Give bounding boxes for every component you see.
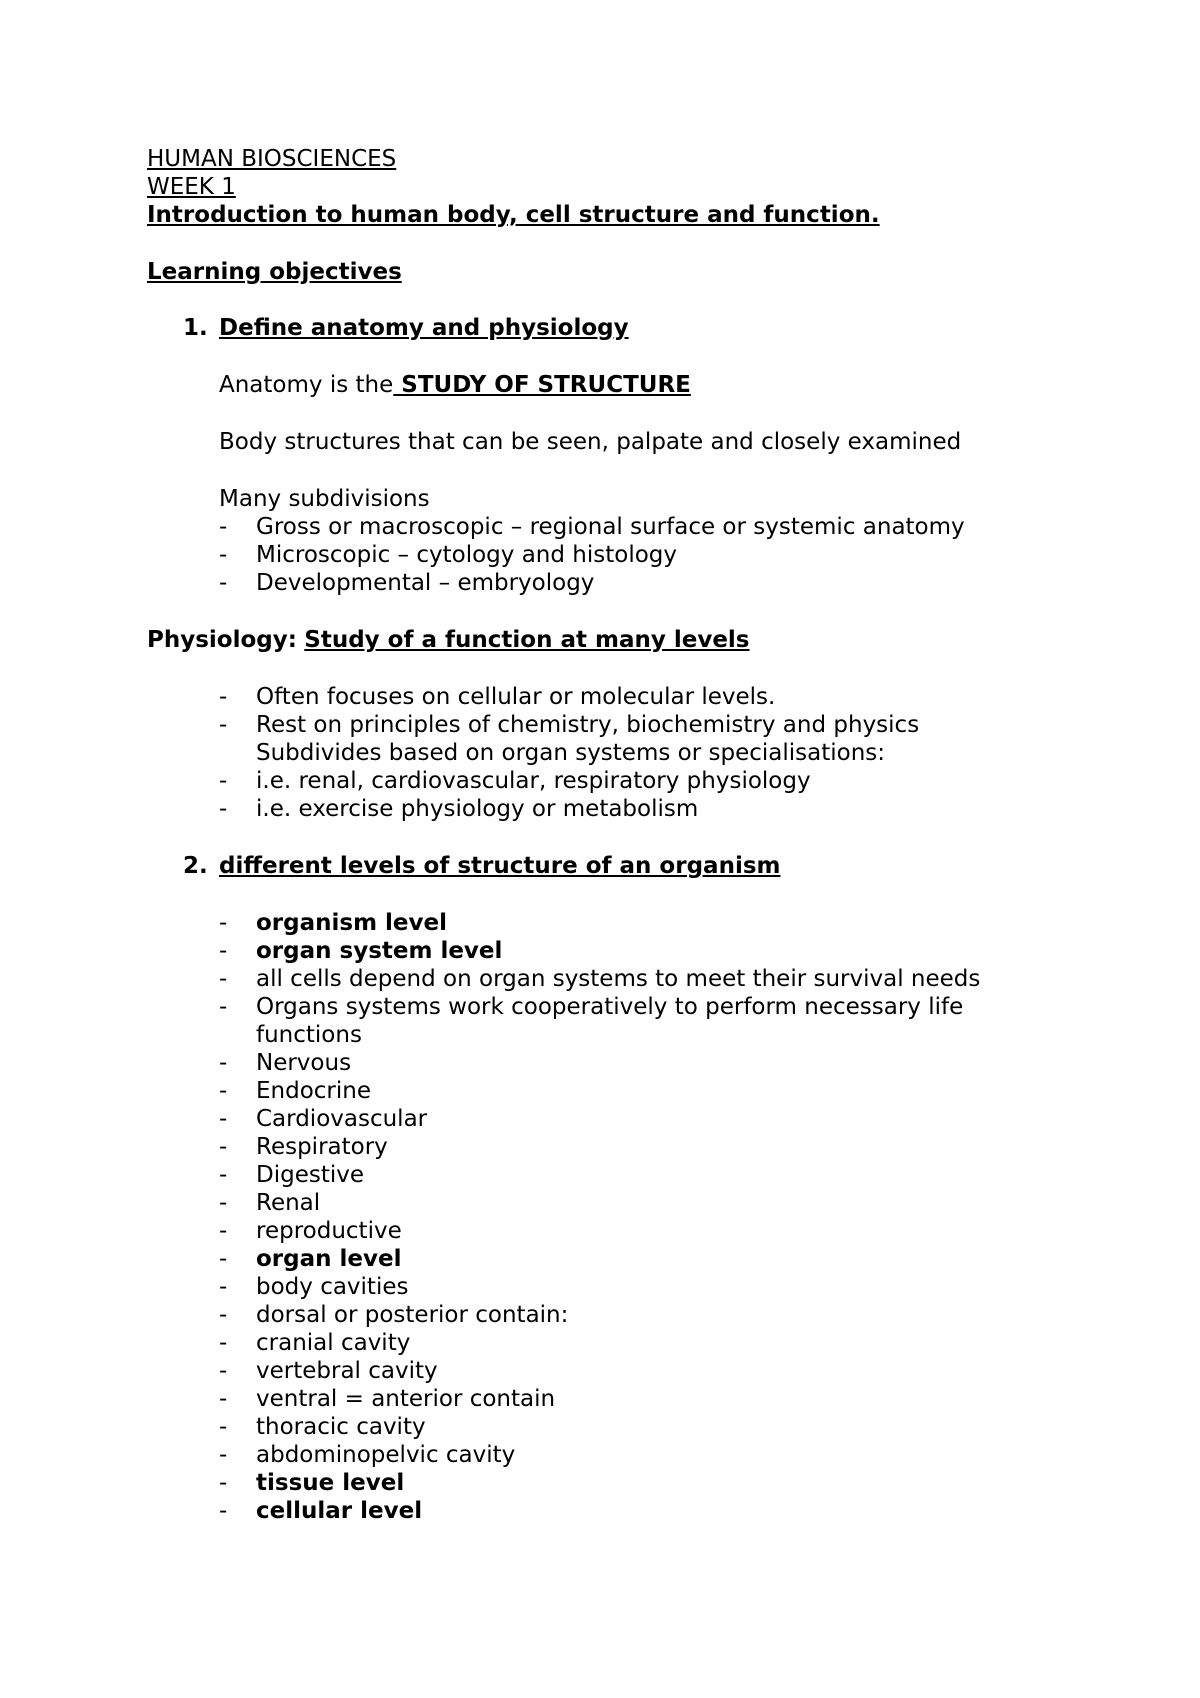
bullet: - (219, 1358, 228, 1384)
bullet: - (219, 1106, 228, 1132)
bullet: - (219, 1190, 228, 1216)
level-item: thoracic cavity (256, 1414, 426, 1440)
bullet: - (219, 1162, 228, 1188)
subdivision-item: Microscopic – cytology and histology (256, 542, 677, 568)
subdivision-item: Gross or macroscopic – regional surface or systemic anatomy (256, 514, 965, 540)
bullet: - (219, 1218, 228, 1244)
bullet: - (219, 1274, 228, 1300)
physiology-definition (147, 626, 750, 654)
anatomy-term: STUDY OF STRUCTURE (393, 372, 691, 398)
bullet: - (219, 514, 228, 540)
physiology-label: Physiology: (147, 627, 297, 653)
bullet: - (219, 1246, 228, 1272)
bullet: - (219, 796, 228, 822)
level-item: Nervous (256, 1050, 352, 1076)
bullet: - (219, 768, 228, 794)
objective-2-number: 2. (183, 853, 208, 879)
level-item: all cells depend on organ systems to meet their survival needs (256, 966, 981, 992)
level-item: dorsal or posterior contain: (256, 1302, 569, 1328)
bullet: - (219, 938, 228, 964)
physiology-point: Subdivides based on organ systems or specialisations: (256, 740, 886, 766)
level-item: organism level (256, 910, 448, 936)
level-item: body cavities (256, 1274, 409, 1300)
physiology-point: i.e. renal, cardiovascular, respiratory physiology (256, 768, 811, 794)
subdivisions-label: Many subdivisions (219, 486, 430, 512)
physiology-term: Study of a function at many levels (304, 627, 750, 653)
bullet: - (219, 1442, 228, 1468)
level-item: Respiratory (256, 1134, 388, 1160)
level-item: functions (256, 1022, 362, 1048)
bullet: - (219, 966, 228, 992)
level-item: Digestive (256, 1162, 365, 1188)
bullet: - (219, 542, 228, 568)
week-label: WEEK 1 (147, 174, 236, 200)
objective-1-heading: Define anatomy and physiology (219, 315, 629, 341)
level-item: organ level (256, 1246, 402, 1272)
subdivision-item: Developmental – embryology (256, 570, 595, 596)
anatomy-definition (219, 371, 691, 399)
level-item: abdominopelvic cavity (256, 1442, 516, 1468)
course-title: HUMAN BIOSCIENCES (147, 146, 397, 172)
level-item: Renal (256, 1190, 321, 1216)
bullet: - (219, 1414, 228, 1440)
bullet: - (219, 1386, 228, 1412)
bullet: - (219, 684, 228, 710)
bullet: - (219, 1498, 228, 1524)
physiology-point: Rest on principles of chemistry, biochemistry and physics (256, 712, 920, 738)
objectives-heading: Learning objectives (147, 259, 402, 285)
bullet: - (219, 1330, 228, 1356)
level-item: Cardiovascular (256, 1106, 428, 1132)
bullet: - (219, 1470, 228, 1496)
bullet: - (219, 910, 228, 936)
level-item: cranial cavity (256, 1330, 411, 1356)
bullet: - (219, 1078, 228, 1104)
bullet: - (219, 1302, 228, 1328)
bullet: - (219, 712, 228, 738)
level-item: Endocrine (256, 1078, 371, 1104)
bullet: - (219, 1050, 228, 1076)
level-item: organ system level (256, 938, 503, 964)
bullet: - (219, 994, 228, 1020)
level-item: reproductive (256, 1218, 402, 1244)
physiology-point: Often focuses on cellular or molecular levels. (256, 684, 776, 710)
level-item: ventral = anterior contain (256, 1386, 556, 1412)
objective-2-heading: different levels of structure of an organism (219, 853, 781, 879)
objective-1-number: 1. (183, 315, 208, 341)
anatomy-prefix: Anatomy is the (219, 372, 394, 398)
body-structures-text: Body structures that can be seen, palpate and closely examined (219, 429, 962, 455)
level-item: tissue level (256, 1470, 405, 1496)
level-item: vertebral cavity (256, 1358, 438, 1384)
level-item: cellular level (256, 1498, 423, 1524)
topic-title: Introduction to human body, cell structure and function. (147, 202, 880, 228)
bullet: - (219, 570, 228, 596)
physiology-point: i.e. exercise physiology or metabolism (256, 796, 699, 822)
level-item: Organs systems work cooperatively to perform necessary life (256, 994, 964, 1020)
bullet: - (219, 1134, 228, 1160)
